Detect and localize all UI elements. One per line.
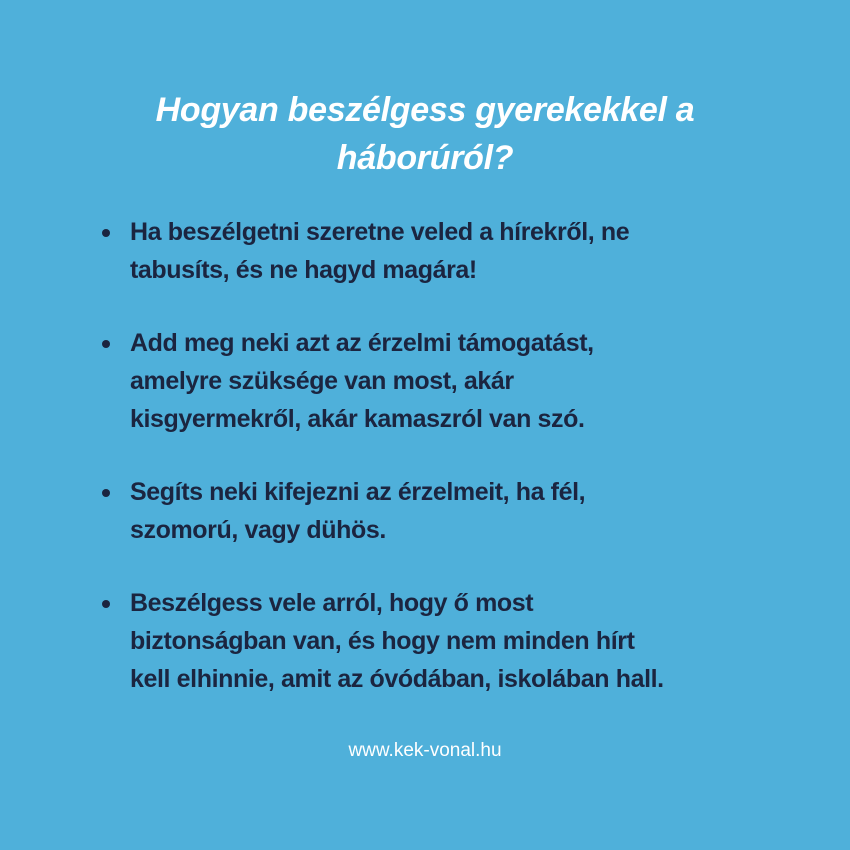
bullet-icon (102, 229, 110, 237)
bullet-icon (102, 340, 110, 348)
bullet-icon (102, 489, 110, 497)
item-text: kell elhinnie, amit az óvódában, iskolában hall. (130, 665, 664, 693)
website-link[interactable]: www.kek-vonal.hu (348, 740, 502, 761)
item-text: amelyre szüksége van most, akár (130, 367, 514, 395)
tips-list (100, 213, 800, 733)
list-item (100, 473, 800, 549)
list-item (100, 213, 800, 289)
item-text: Segíts neki kifejezni az érzelmeit, ha fél, (130, 478, 586, 506)
item-text: Ha beszélgetni szeretne veled a hírekről, ne (130, 218, 630, 246)
title-line: háborúról? (336, 139, 514, 177)
item-text: szomorú, vagy dühös. (130, 516, 386, 544)
item-text: tabusíts, és ne hagyd magára! (130, 256, 477, 284)
page-title (0, 86, 850, 182)
item-text: kisgyermekről, akár kamaszról van szó. (130, 405, 585, 433)
list-item (100, 584, 800, 698)
title-line: Hogyan beszélgess gyerekekkel a (155, 91, 695, 129)
item-text: Beszélgess vele arról, hogy ő most (130, 589, 534, 617)
item-text: biztonságban van, és hogy nem minden hírt (130, 627, 635, 655)
list-item (100, 324, 800, 438)
bullet-icon (102, 600, 110, 608)
item-text: Add meg neki azt az érzelmi támogatást, (130, 329, 594, 357)
